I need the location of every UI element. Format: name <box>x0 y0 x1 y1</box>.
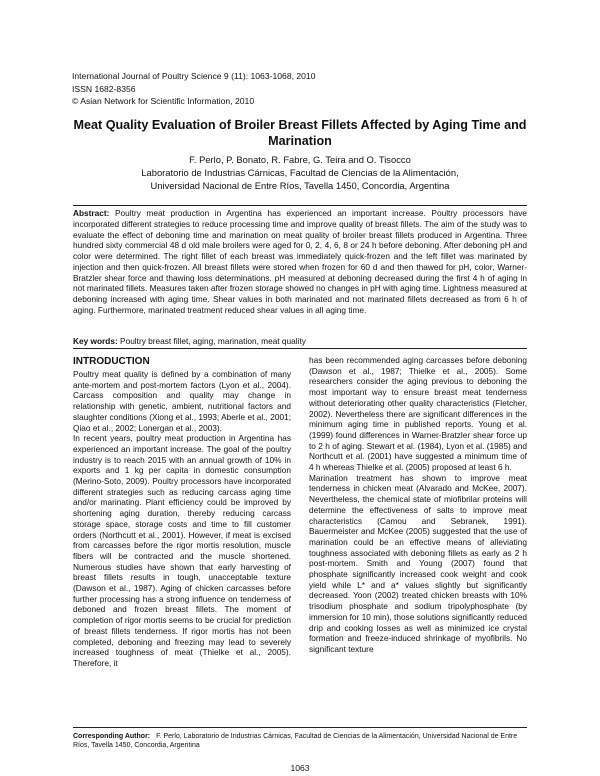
keywords-label: Key words: <box>73 336 118 346</box>
body-column-left <box>73 355 291 669</box>
abstract-text: Poultry meat production in Argentina has experienced an important increase. Poultry processors have incorporated different strategies to reduce processing time and improve quality of breast fillets. The aim of the study was to evaluate the effect of deboning time and marination on meat quality of broiler breast fillets produced in Argentina. Three hundred sixty commercial 48 d old male broilers were aged for 0, 2, 4, 6, 8 or 24 h before deboning. After deboning pH and color were determined. The right fillet of each breast was immediately quick-frozen and the left fillet was marinated by injection and then quick-frozen. All breast fillets were stored when frozen for 60 d and then thawed for pH, color, Warner-Bratzler shear force and thawing loss determinations. pH measured at deboning decreased during the first 4 h of aging in not marinated fillets. Measures taken after frozen storage showed no changes in pH with aging time. Lightness measured at deboning increased with aging time. Shear values in both marinated and not marinated fillets decreased as from 6 h of aging. Furthermore, marinated treatment reduced shear values in all aging time. <box>73 208 527 315</box>
paragraph: In recent years, poultry meat production in Argentina has experienced an important increase. The goal of the poultry industry is to reach 2015 with an annual growth of 10% in exports and 1 kg per capita in domestic consumption (Merino-Soto, 2009). Poultry processors have incorporated different strategies such as reducing carcass aging time and/or marinating. Plant efficiency could be improved by shortening aging duration, thereby reducing carcass storage space, storage costs and time to fill customer orders (Northcutt et al., 2001). However, if meat is excised from carcasses before the rigor mortis resolution, muscle fibers will be contracted and the muscle shortened. Numerous studies have shown that early harvesting of breast fillets results in tough, unacceptable texture (Dawson et al., 1987). Aging of chicken carcasses before further processing has a strong influence on tenderness of deboned and frozen breast fillets. The moment of completion of rigor mortis seems to be crucial for prediction of breast fillets tenderness. If rigor mortis has not been completed, deboning and freezing may lead to severely increased toughness of meat (Thielke et al., 2005). Therefore, it <box>73 433 291 668</box>
paragraph: has been recommended aging carcasses before deboning (Dawson et al., 1987; Thielke et al., 2005). Some researchers consider the aging previous to deboning the most important way to ensure breast meat tenderness without deteriorating other quality characteristics (Fletcher, 2002). Nevertheless there are significant differences in the minimum aging time in published reports. Young et al. (1999) found differences in Warner-Bratzler shear force up to 2 h of aging. Stewart et al. (1984), Lyon et al. (1985) and Northcutt et al. (2001) have suggested a minimum time of 4 h whereas Thielke et al. (2005) proposed at least 6 h. <box>309 355 527 473</box>
body-column-right <box>309 355 527 655</box>
journal-copyright: © Asian Network for Scientific Information, 2010 <box>72 96 255 107</box>
footnote-rule <box>73 727 527 728</box>
keywords <box>73 336 527 347</box>
affiliation-line-1: Laboratorio de Industrias Cárnicas, Facultad de Ciencias de la Alimentación, <box>141 167 459 179</box>
journal-header <box>72 70 316 108</box>
abstract-label: Abstract: <box>73 208 110 218</box>
abstract <box>73 208 527 316</box>
affiliation-line-2: Universidad Nacional de Entre Ríos, Tavella 1450, Concordia, Argentina <box>150 180 450 192</box>
corresponding-author-note <box>73 732 527 751</box>
journal-citation: International Journal of Poultry Science 9 (11): 1063-1068, 2010 <box>72 71 316 81</box>
keywords-bottom-rule <box>73 348 527 349</box>
abstract-top-rule <box>73 205 527 206</box>
journal-issn: ISSN 1682-8356 <box>72 83 136 94</box>
author-list: F. Perlo, P. Bonato, R. Fabre, G. Teira and O. Tisocco <box>189 154 411 165</box>
corresponding-author-text: F. Perlo, Laboratorio de Industrias Cárnicas, Facultad de Ciencias de la Alimentación, Universidad Nacional de Entre Ríos, Tavella 1450, Concordia, Argentina <box>73 733 518 750</box>
section-heading-introduction: INTRODUCTION <box>73 356 150 367</box>
page-number: 1063 <box>290 763 310 773</box>
article-title: Meat Quality Evaluation of Broiler Breast Fillets Affected by Aging Time and Marination <box>73 118 527 148</box>
keywords-text: Poultry breast fillet, aging, marination, meat quality <box>120 336 306 346</box>
paragraph: Marination treatment has shown to improve meat tenderness in chicken meat (Alvarado and McKee, 2007). Nevertheless, the chemical state of miofibrilar proteins will determine the effectiveness of salts to improve meat characteristics (Camou and Sebranek, 1991). Bauermeister and McKee (2005) suggested that the use of marination could be an effective means of alleviating toughness associated with deboning fillets as early as 2 h post-mortem. Smith and Young (2007) found that phosphate significantly increased cook weight and cook yield while L* and a* values slightly but significantly decreased. Yoon (2002) treated chicken breasts with 10% trisodium phosphate and sodium tripolyphosphate (by immersion for 10 min), those solutions significantly reduced drip and cooking losses as well as minimized ice crystal formation and freeze-induced shrinkage of myofibrils. No significant texture <box>309 472 527 654</box>
author-block <box>60 153 540 193</box>
corresponding-author-label: Corresponding Author: <box>73 733 151 740</box>
paragraph: Poultry meat quality is defined by a combination of many ante-mortem and post-mortem factors (Lyon et al., 2004). Carcass composition and quality may change in relationship with genetic, ambient, nutritional factors and slaughter conditions (Xiong et al., 1993; Aberle et al., 2001; Qiao et al., 2002; Lonergan et al., 2003). <box>73 369 291 433</box>
